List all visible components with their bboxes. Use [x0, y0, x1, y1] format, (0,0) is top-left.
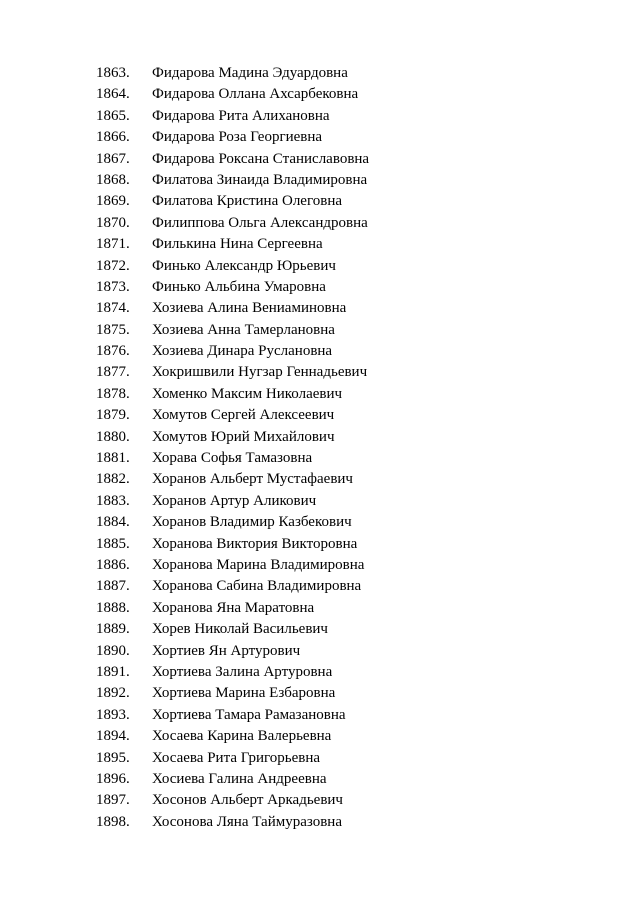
- list-item-name: Филатова Кристина Олеговна: [152, 193, 343, 210]
- list-item-number: 1886.: [96, 556, 130, 573]
- list-item-number: 1884.: [96, 514, 130, 531]
- list-item: [0, 384, 640, 405]
- list-item: [0, 641, 640, 662]
- list-item: [0, 427, 640, 448]
- list-item: [0, 598, 640, 619]
- list-item-number: 1889.: [96, 621, 130, 638]
- list-item: [0, 748, 640, 769]
- list-item-name: Хосаева Карина Валерьевна: [152, 728, 332, 745]
- list-item-name: Финько Альбина Умаровна: [152, 278, 326, 295]
- list-item: [0, 63, 640, 84]
- list-item: [0, 683, 640, 704]
- list-item-number: 1871.: [96, 236, 130, 253]
- list-item-number: 1877.: [96, 364, 130, 381]
- list-item-name: Финько Александр Юрьевич: [152, 257, 336, 274]
- list-item-number: 1898.: [96, 813, 130, 830]
- list-item: [0, 790, 640, 811]
- list-item: [0, 619, 640, 640]
- list-item: [0, 405, 640, 426]
- name-list: [0, 63, 640, 833]
- list-item-name: Хоранов Артур Аликович: [152, 492, 317, 509]
- list-item-name: Хоранов Альберт Мустафаевич: [152, 471, 353, 488]
- list-item-name: Хорава Софья Тамазовна: [152, 450, 313, 467]
- list-item-name: Фидарова Рита Алихановна: [152, 107, 330, 124]
- list-item-name: Хозиева Динара Руслановна: [152, 343, 333, 360]
- list-item-name: Хозиева Алина Вениаминовна: [152, 300, 347, 317]
- list-item-number: 1870.: [96, 214, 130, 231]
- list-item: [0, 127, 640, 148]
- list-item-number: 1863.: [96, 65, 130, 81]
- list-item-name: Филькина Нина Сергеевна: [152, 236, 323, 253]
- list-item-name: Хоранов Владимир Казбекович: [152, 514, 352, 531]
- list-item-number: 1892.: [96, 685, 130, 702]
- list-item-name: Фидарова Мадина Эдуардовна: [152, 65, 348, 81]
- list-item-number: 1882.: [96, 471, 130, 488]
- list-item-number: 1880.: [96, 428, 130, 445]
- list-item-name: Хозиева Анна Тамерлановна: [152, 321, 335, 338]
- list-item-number: 1873.: [96, 278, 130, 295]
- list-item-number: 1883.: [96, 492, 130, 509]
- list-item-number: 1869.: [96, 193, 130, 210]
- list-item-name: Фидарова Оллана Ахсарбековна: [152, 86, 359, 103]
- list-item: [0, 769, 640, 790]
- list-item-name: Хосонова Ляна Таймуразовна: [152, 813, 342, 830]
- list-item: [0, 448, 640, 469]
- list-item-number: 1890.: [96, 642, 130, 659]
- list-item: [0, 106, 640, 127]
- list-item: [0, 362, 640, 383]
- list-item-number: 1868.: [96, 171, 130, 188]
- list-item-number: 1878.: [96, 385, 130, 402]
- list-item: [0, 320, 640, 341]
- list-item: [0, 726, 640, 747]
- list-item-number: 1867.: [96, 150, 130, 167]
- list-item-number: 1865.: [96, 107, 130, 124]
- list-item-number: 1866.: [96, 129, 130, 146]
- list-item: [0, 84, 640, 105]
- list-item-name: Хоранова Яна Маратовна: [152, 599, 315, 616]
- list-item: [0, 812, 640, 833]
- list-item-name: Хосиева Галина Андреевна: [152, 770, 327, 787]
- list-item: [0, 555, 640, 576]
- list-item-name: Фидарова Роксана Станиславовна: [152, 150, 370, 167]
- list-item-name: Филатова Зинаида Владимировна: [152, 171, 368, 188]
- list-item-name: Хосонов Альберт Аркадьевич: [152, 792, 343, 809]
- list-item: [0, 170, 640, 191]
- list-item: [0, 705, 640, 726]
- list-item-number: 1891.: [96, 663, 130, 680]
- list-item-number: 1874.: [96, 300, 130, 317]
- list-item-name: Хорев Николай Васильевич: [152, 621, 328, 638]
- list-item: [0, 213, 640, 234]
- list-item-number: 1872.: [96, 257, 130, 274]
- list-item-number: 1864.: [96, 86, 130, 103]
- list-item-name: Хортиева Тамара Рамазановна: [152, 706, 346, 723]
- list-item: [0, 491, 640, 512]
- list-item-name: Хомутов Юрий Михайлович: [152, 428, 335, 445]
- list-item: [0, 298, 640, 319]
- list-item-name: Хоранова Сабина Владимировна: [152, 578, 362, 595]
- list-item: [0, 576, 640, 597]
- list-item-number: 1876.: [96, 343, 130, 360]
- list-item-number: 1875.: [96, 321, 130, 338]
- list-item-number: 1881.: [96, 450, 130, 467]
- list-item-number: 1888.: [96, 599, 130, 616]
- list-item: [0, 662, 640, 683]
- list-item-number: 1893.: [96, 706, 130, 723]
- list-item: [0, 534, 640, 555]
- list-item-name: Хомутов Сергей Алексеевич: [152, 407, 335, 424]
- list-item-name: Филиппова Ольга Александровна: [152, 214, 368, 231]
- list-item-name: Фидарова Роза Георгиевна: [152, 129, 323, 146]
- list-item: [0, 234, 640, 255]
- list-item-number: 1887.: [96, 578, 130, 595]
- list-item: [0, 191, 640, 212]
- list-item-number: 1896.: [96, 770, 130, 787]
- list-item-name: Хоменко Максим Николаевич: [152, 385, 343, 402]
- list-item-name: Хортиев Ян Артурович: [152, 642, 301, 659]
- list-item-name: Хокришвили Нугзар Геннадьевич: [152, 364, 368, 381]
- list-item-name: Хосаева Рита Григорьевна: [152, 749, 321, 766]
- list-item-name: Хортиева Залина Артуровна: [152, 663, 333, 680]
- list-item: [0, 469, 640, 490]
- list-item-number: 1897.: [96, 792, 130, 809]
- list-item: [0, 149, 640, 170]
- list-item-name: Хоранова Виктория Викторовна: [152, 535, 358, 552]
- list-item-number: 1879.: [96, 407, 130, 424]
- list-item: [0, 341, 640, 362]
- list-item-number: 1885.: [96, 535, 130, 552]
- list-item: [0, 277, 640, 298]
- list-item-number: 1895.: [96, 749, 130, 766]
- list-item: [0, 512, 640, 533]
- list-item-number: 1894.: [96, 728, 130, 745]
- list-item-name: Хортиева Марина Езбаровна: [152, 685, 336, 702]
- list-item-name: Хоранова Марина Владимировна: [152, 556, 365, 573]
- list-item: [0, 256, 640, 277]
